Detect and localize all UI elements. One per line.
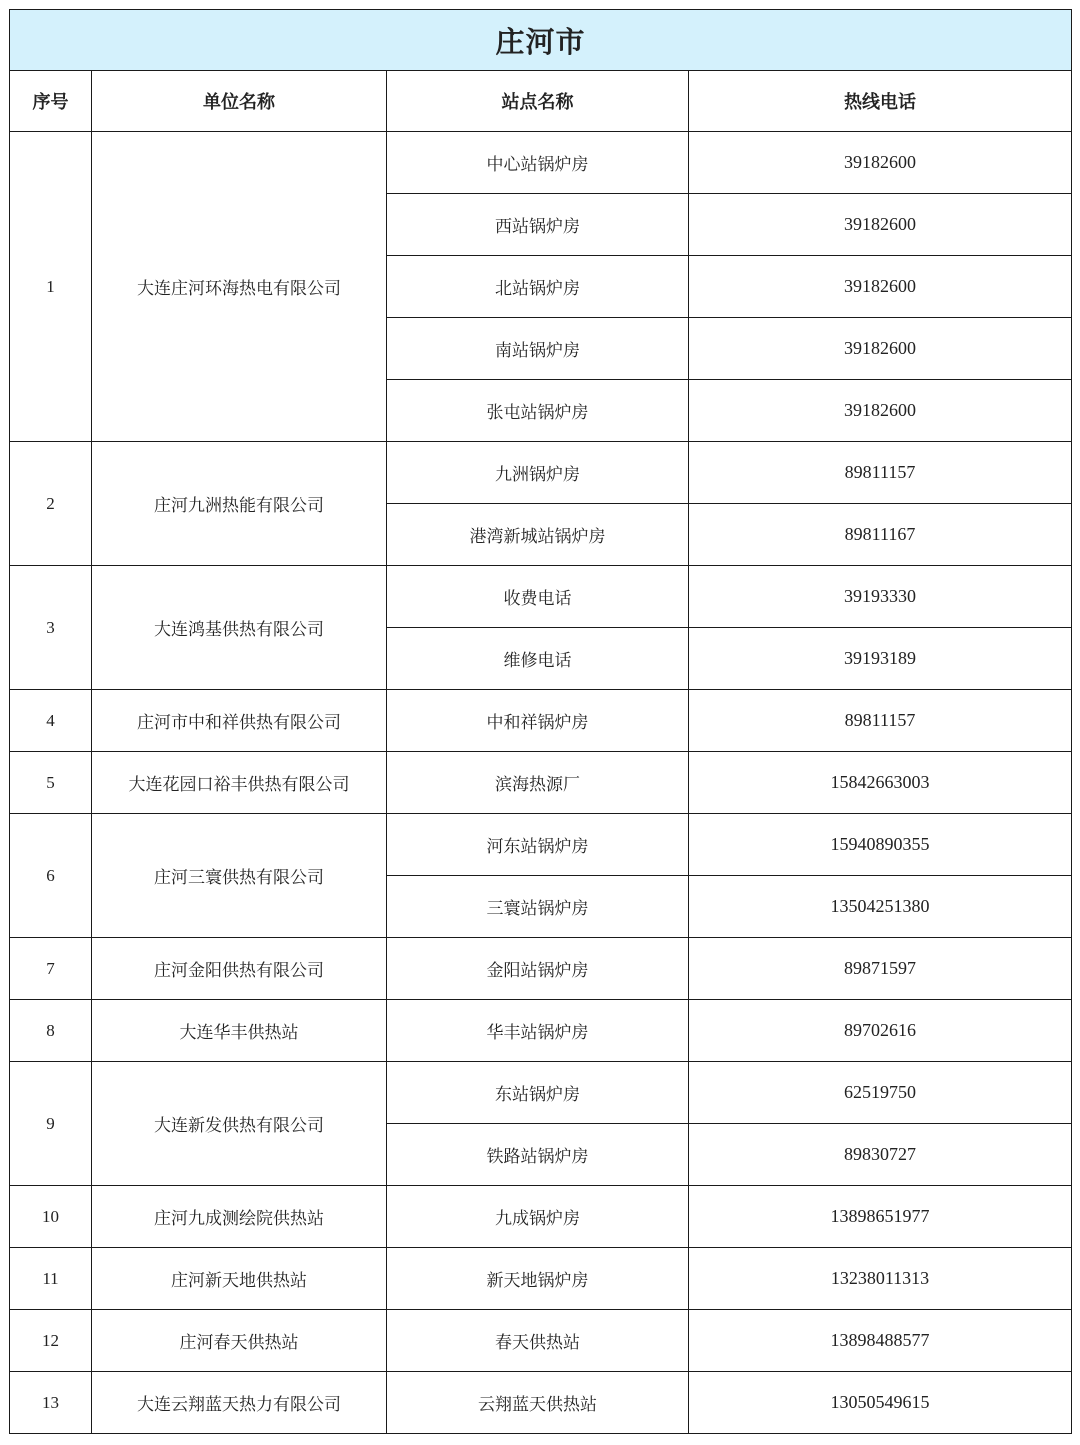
table-row [10, 814, 1072, 876]
unit-name-cell: 庄河三寰供热有限公司 [92, 814, 387, 938]
hotline-phone-cell: 39182600 [689, 194, 1072, 256]
header-station: 站点名称 [387, 71, 689, 132]
hotline-phone-cell: 89830727 [689, 1124, 1072, 1186]
station-name-cell: 东站锅炉房 [387, 1062, 689, 1124]
header-index: 序号 [10, 71, 92, 132]
table-row [10, 752, 1072, 814]
hotline-phone-cell: 39182600 [689, 380, 1072, 442]
row-index-cell: 12 [10, 1310, 92, 1372]
station-name-cell: 河东站锅炉房 [387, 814, 689, 876]
hotline-phone-cell: 39182600 [689, 132, 1072, 194]
row-index-cell: 9 [10, 1062, 92, 1186]
hotline-phone-cell: 89702616 [689, 1000, 1072, 1062]
hotline-phone-cell: 39182600 [689, 318, 1072, 380]
heating-hotline-sheet [9, 9, 1071, 1434]
station-name-cell: 金阳站锅炉房 [387, 938, 689, 1000]
unit-name-cell: 庄河金阳供热有限公司 [92, 938, 387, 1000]
hotline-phone-cell: 13504251380 [689, 876, 1072, 938]
table-row [10, 1372, 1072, 1434]
station-name-cell: 华丰站锅炉房 [387, 1000, 689, 1062]
row-index-cell: 7 [10, 938, 92, 1000]
row-index-cell: 5 [10, 752, 92, 814]
hotline-table [9, 9, 1072, 1434]
table-row [10, 442, 1072, 504]
station-name-cell: 张屯站锅炉房 [387, 380, 689, 442]
unit-name-cell: 庄河新天地供热站 [92, 1248, 387, 1310]
table-row [10, 690, 1072, 752]
hotline-phone-cell: 15842663003 [689, 752, 1072, 814]
table-row [10, 938, 1072, 1000]
table-row [10, 566, 1072, 628]
hotline-phone-cell: 13238011313 [689, 1248, 1072, 1310]
table-row [10, 1000, 1072, 1062]
table-row [10, 1186, 1072, 1248]
table-row [10, 1062, 1072, 1124]
hotline-phone-cell: 15940890355 [689, 814, 1072, 876]
station-name-cell: 云翔蓝天供热站 [387, 1372, 689, 1434]
hotline-phone-cell: 89811157 [689, 442, 1072, 504]
station-name-cell: 新天地锅炉房 [387, 1248, 689, 1310]
hotline-phone-cell: 89811157 [689, 690, 1072, 752]
table-body [10, 132, 1072, 1434]
station-name-cell: 三寰站锅炉房 [387, 876, 689, 938]
unit-name-cell: 大连云翔蓝天热力有限公司 [92, 1372, 387, 1434]
station-name-cell: 九成锅炉房 [387, 1186, 689, 1248]
station-name-cell: 滨海热源厂 [387, 752, 689, 814]
hotline-phone-cell: 13898651977 [689, 1186, 1072, 1248]
table-row [10, 132, 1072, 194]
row-index-cell: 2 [10, 442, 92, 566]
unit-name-cell: 庄河九成测绘院供热站 [92, 1186, 387, 1248]
station-name-cell: 维修电话 [387, 628, 689, 690]
header-unit: 单位名称 [92, 71, 387, 132]
row-index-cell: 11 [10, 1248, 92, 1310]
unit-name-cell: 庄河春天供热站 [92, 1310, 387, 1372]
hotline-phone-cell: 39193189 [689, 628, 1072, 690]
row-index-cell: 3 [10, 566, 92, 690]
header-phone: 热线电话 [689, 71, 1072, 132]
table-row [10, 1248, 1072, 1310]
row-index-cell: 13 [10, 1372, 92, 1434]
hotline-phone-cell: 13050549615 [689, 1372, 1072, 1434]
unit-name-cell: 大连华丰供热站 [92, 1000, 387, 1062]
station-name-cell: 春天供热站 [387, 1310, 689, 1372]
row-index-cell: 1 [10, 132, 92, 442]
unit-name-cell: 庄河九洲热能有限公司 [92, 442, 387, 566]
unit-name-cell: 大连花园口裕丰供热有限公司 [92, 752, 387, 814]
station-name-cell: 南站锅炉房 [387, 318, 689, 380]
unit-name-cell: 大连鸿基供热有限公司 [92, 566, 387, 690]
station-name-cell: 港湾新城站锅炉房 [387, 504, 689, 566]
table-row [10, 1310, 1072, 1372]
table-title: 庄河市 [10, 10, 1072, 71]
station-name-cell: 北站锅炉房 [387, 256, 689, 318]
hotline-phone-cell: 62519750 [689, 1062, 1072, 1124]
station-name-cell: 中和祥锅炉房 [387, 690, 689, 752]
station-name-cell: 九洲锅炉房 [387, 442, 689, 504]
unit-name-cell: 大连新发供热有限公司 [92, 1062, 387, 1186]
station-name-cell: 中心站锅炉房 [387, 132, 689, 194]
hotline-phone-cell: 39182600 [689, 256, 1072, 318]
station-name-cell: 西站锅炉房 [387, 194, 689, 256]
row-index-cell: 8 [10, 1000, 92, 1062]
station-name-cell: 收费电话 [387, 566, 689, 628]
row-index-cell: 10 [10, 1186, 92, 1248]
station-name-cell: 铁路站锅炉房 [387, 1124, 689, 1186]
unit-name-cell: 庄河市中和祥供热有限公司 [92, 690, 387, 752]
hotline-phone-cell: 89871597 [689, 938, 1072, 1000]
row-index-cell: 4 [10, 690, 92, 752]
row-index-cell: 6 [10, 814, 92, 938]
hotline-phone-cell: 89811167 [689, 504, 1072, 566]
header-row [10, 71, 1072, 132]
hotline-phone-cell: 13898488577 [689, 1310, 1072, 1372]
hotline-phone-cell: 39193330 [689, 566, 1072, 628]
unit-name-cell: 大连庄河环海热电有限公司 [92, 132, 387, 442]
